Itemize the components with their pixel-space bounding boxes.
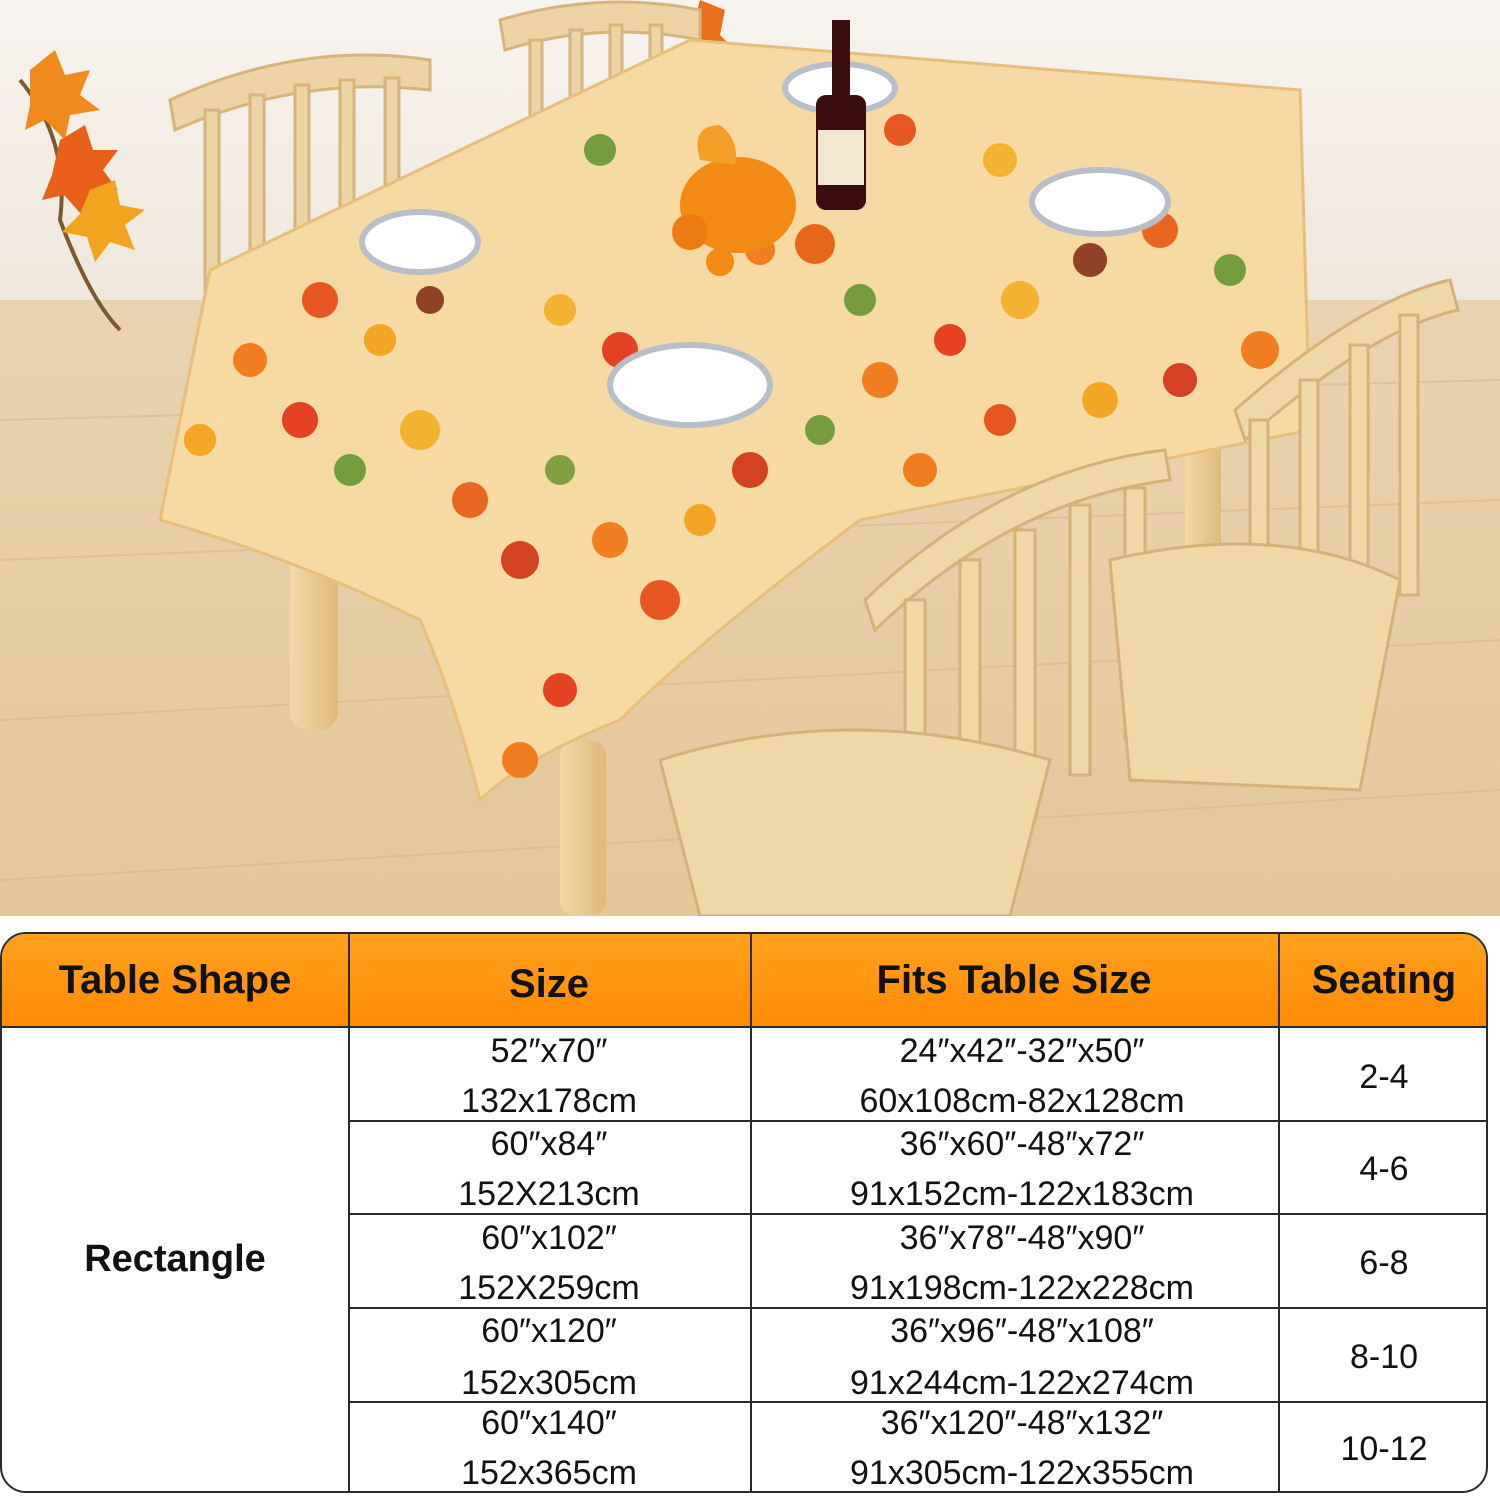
fits-inches: 36″x60″-48″x72″ (899, 1125, 1145, 1163)
fits-inches: 36″x120″-48″x132″ (880, 1404, 1164, 1442)
size-cm: 152x305cm (461, 1364, 637, 1402)
fits-cm: 60x108cm-82x128cm (859, 1082, 1185, 1120)
header-size: Size (508, 961, 590, 1006)
size-chart-table (0, 932, 1488, 1493)
header-fits-table-size: Fits Table Size (876, 957, 1152, 1002)
fits-cm: 91x305cm-122x355cm (850, 1454, 1194, 1492)
size-cm: 152x365cm (461, 1454, 637, 1492)
size-inches: 60″x120″ (481, 1312, 617, 1350)
fits-cm: 91x244cm-122x274cm (850, 1364, 1194, 1402)
seating-value: 4-6 (1359, 1150, 1409, 1188)
seating-value: 8-10 (1349, 1338, 1419, 1376)
table-header-row (2, 934, 1486, 1028)
size-cm: 152X259cm (458, 1269, 640, 1307)
size-inches: 60″x102″ (481, 1219, 617, 1257)
fits-cm: 91x152cm-122x183cm (850, 1175, 1194, 1213)
size-cm: 132x178cm (461, 1082, 637, 1120)
seating-value: 2-4 (1359, 1058, 1409, 1096)
seating-value: 10-12 (1340, 1430, 1428, 1468)
size-inches: 60″x140″ (481, 1404, 617, 1442)
size-inches: 52″x70″ (490, 1032, 608, 1070)
seating-value: 6-8 (1359, 1244, 1409, 1282)
table-shape-cell: Rectangle (84, 1238, 266, 1280)
size-cm: 152X213cm (458, 1175, 640, 1213)
size-inches: 60″x84″ (490, 1125, 608, 1163)
fits-inches: 36″x78″-48″x90″ (899, 1219, 1145, 1257)
header-table-shape: Table Shape (58, 957, 292, 1002)
header-seating: Seating (1311, 957, 1457, 1002)
fits-inches: 24″x42″-32″x50″ (899, 1032, 1145, 1070)
fits-inches: 36″x96″-48″x108″ (890, 1312, 1154, 1350)
fits-cm: 91x198cm-122x228cm (850, 1269, 1194, 1307)
